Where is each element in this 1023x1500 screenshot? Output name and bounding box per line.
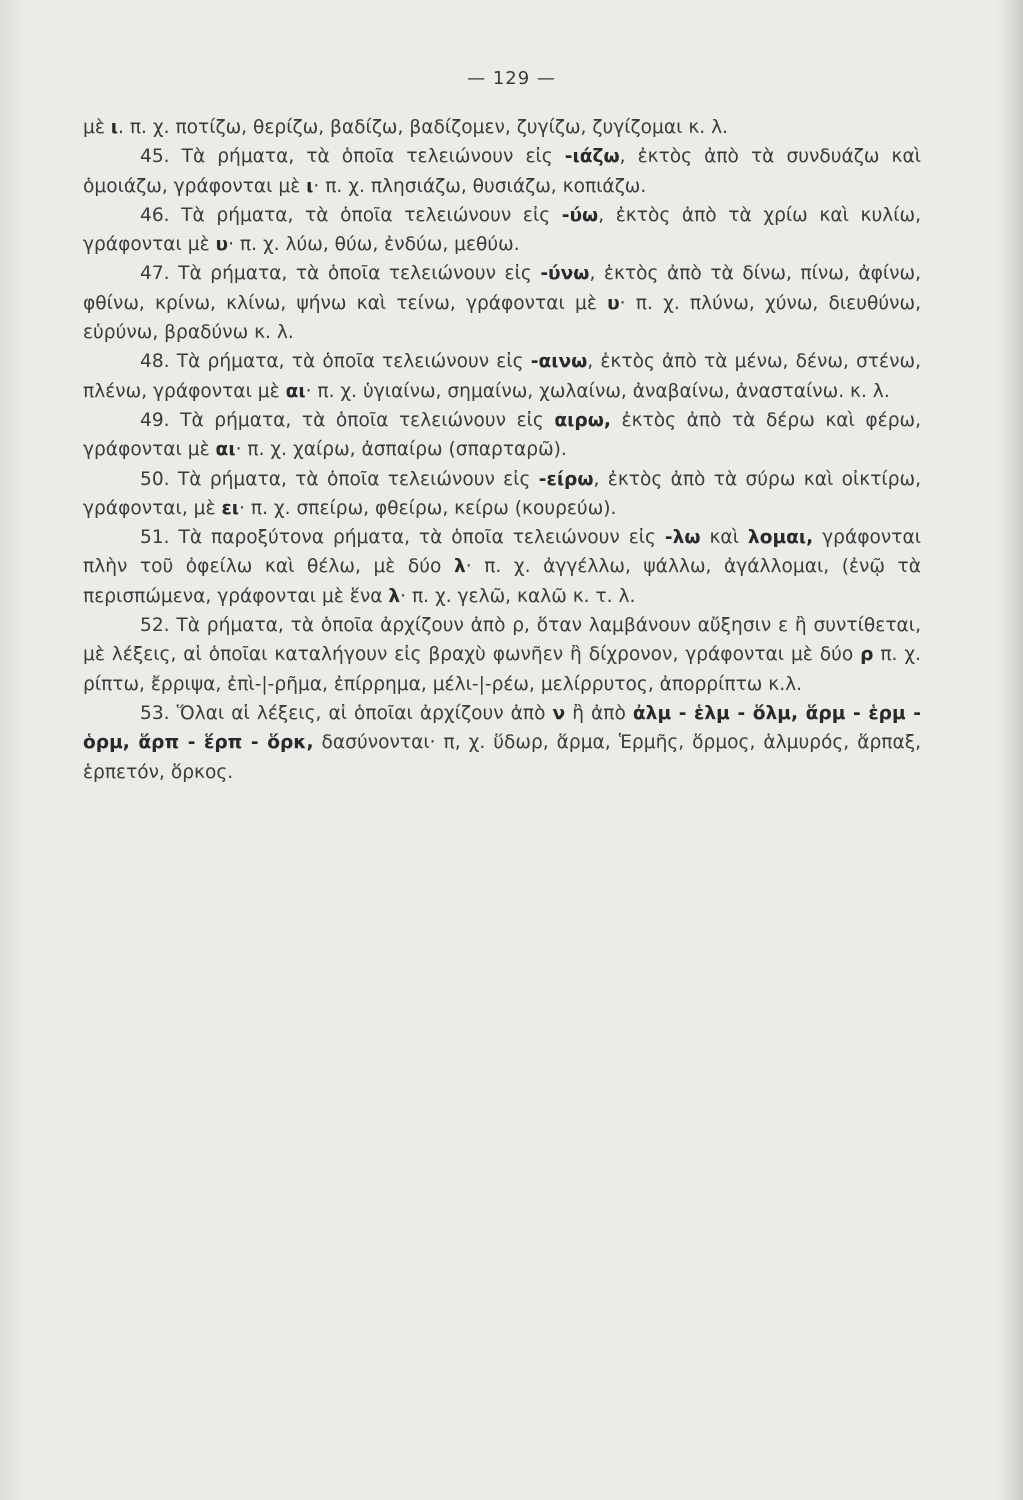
paragraph-p46 — [83, 201, 921, 260]
text-run: 51. Τὰ παροξύτονα ρήματα, τὰ ὁποῖα τελειώνουν εἰς — [140, 527, 665, 549]
paragraph-p47 — [83, 259, 921, 347]
page-edge-shadow — [1001, 0, 1023, 1500]
text-run: · π. χ. ἀγγέλλω, ψάλλω, ἀγάλλομαι, (ἐνῷ τὰ περισπώμενα, γράφονται μὲ ἕνα — [83, 556, 921, 607]
text-run: καὶ — [700, 527, 748, 549]
bold-term: -αινω — [530, 351, 588, 373]
text-run: · π. χ. χαίρω, ἀσπαίρω (σπαρταρῶ). — [235, 439, 567, 461]
paragraph-p48 — [83, 347, 921, 406]
paragraph-p50 — [83, 465, 921, 524]
paragraph-p49 — [83, 406, 921, 465]
paragraph-p44-end — [83, 113, 921, 142]
text-run: · π. χ. πλύνω, χύνω, διευθύνω, εὐρύνω, βραδύνω κ. λ. — [83, 292, 921, 344]
bold-term: ἀλμ - ἑλμ - ὅλμ, ἅρμ - ἑρμ - ὁρμ, ἅρπ - ἕρπ - ὅρκ, — [83, 702, 921, 754]
bold-term: ει — [221, 497, 240, 519]
text-run: ἢ ἀπὸ — [565, 702, 633, 724]
text-run: · π. χ. γελῶ, καλῶ κ. τ. λ. — [400, 585, 636, 607]
text-run: , ἐκτὸς ἀπὸ τὰ χρίω καὶ κυλίω, γράφονται μὲ — [83, 204, 921, 256]
bold-term: λ — [388, 585, 401, 607]
bold-term: λ — [453, 556, 466, 578]
text-run: 53. Ὅλαι αἱ λέξεις, αἱ ὁποῖαι ἀρχίζουν ἀπὸ — [140, 702, 553, 724]
text-run: 47. Τὰ ρήματα, τὰ ὁποῖα τελειώνουν εἰς — [140, 263, 541, 285]
bold-term: -είρω — [538, 468, 594, 490]
text-run: ἐκτὸς ἀπὸ τὰ δέρω καὶ φέρω, γράφονται μὲ — [83, 409, 921, 461]
bold-term: υ — [215, 234, 229, 256]
text-run: γράφονται πλὴν τοῦ ὀφείλω καὶ θέλω, μὲ δύο — [83, 527, 921, 578]
text-run: μὲ — [83, 117, 111, 138]
bold-term: -ύνω — [540, 263, 590, 285]
bold-term: ι — [110, 117, 119, 138]
bold-term: ν — [552, 702, 566, 724]
text-run: , ἐκτὸς ἀπὸ τὰ συνδυάζω καὶ ὁμοιάζω, γράφονται μὲ — [83, 146, 921, 197]
paragraph-p51 — [83, 523, 921, 611]
text-run: 45. Τὰ ρήματα, τὰ ὁποῖα τελειώνουν εἰς — [140, 146, 565, 168]
text-run: · π. χ. σπείρω, φθείρω, κείρω (κουρεύω). — [239, 497, 617, 519]
text-run: δασύνονται· π, χ. ὕδωρ, ἅρμα, Ἑρμῆς, ὅρμος, ἁλμυρός, ἅρπαξ, ἑρπετόν, ὅρκος. — [83, 732, 921, 783]
text-run: π. χ. ρίπτω, ἔρριψα, ἐπὶ-|-ρῆμα, ἐπίρρημα, μέλι-|-ρέω, μελίρρυτος, ἀπορρίπτω κ.λ. — [83, 644, 921, 695]
bold-term: -ιάζω — [564, 146, 620, 168]
text-run: . π. χ. ποτίζω, θερίζω, βαδίζω, βαδίζομεν, ζυγίζω, ζυγίζομαι κ. λ. — [118, 117, 729, 138]
text-run: , ἐκτὸς ἀπὸ τὰ μένω, δένω, στένω, πλένω, γράφονται μὲ — [83, 351, 921, 402]
text-run: · π. χ. λύω, θύω, ἐνδύω, μεθύω. — [228, 234, 520, 256]
paragraph-p53 — [83, 699, 921, 787]
page-body-text — [83, 113, 921, 787]
paragraph-p52 — [83, 611, 921, 699]
text-run: · π. χ. πλησιάζω, θυσιάζω, κοπιάζω. — [313, 175, 647, 197]
text-run: 49. Τὰ ρήματα, τὰ ὁποῖα τελειώνουν εἰς — [140, 409, 555, 431]
bold-term: αι — [285, 380, 306, 402]
text-run: 48. Τὰ ρήματα, τὰ ὁποῖα τελειώνουν εἰς — [140, 351, 531, 373]
bold-term: -λω — [664, 527, 701, 549]
page-number: — 129 — — [467, 68, 556, 89]
bold-term: υ — [607, 292, 620, 314]
bold-term: -ύω — [561, 204, 599, 226]
bold-term: αι — [215, 439, 236, 461]
bold-term: λομαι, — [747, 527, 814, 549]
bold-term: αιρω, — [554, 409, 611, 431]
text-run: 46. Τὰ ρήματα, τὰ ὁποῖα τελειώνουν εἰς — [140, 204, 562, 226]
text-run: · π. χ. ὑγιαίνω, σημαίνω, χωλαίνω, ἀναβαίνω, ἀνασταίνω. κ. λ. — [305, 380, 890, 402]
text-run: , ἐκτὸς ἀπὸ τὰ δίνω, πίνω, ἀφίνω, φθίνω, κρίνω, κλίνω, ψήνω καὶ τείνω, γράφονται μὲ — [83, 263, 921, 314]
text-run: 50. Τὰ ρήματα, τὰ ὁποῖα τελειώνουν εἰς — [140, 468, 539, 490]
bold-term: ρ — [860, 644, 874, 666]
text-run: , ἐκτὸς ἀπὸ τὰ σύρω καὶ οἰκτίρω, γράφονται, μὲ — [83, 468, 921, 519]
text-run: 52. Τὰ ρήματα, τὰ ὁποῖα ἀρχίζουν ἀπὸ ρ, ὅταν λαμβάνουν αὔξησιν ε ἢ συντίθεται, μὲ λέξεις, αἱ ὁποῖαι καταλήγουν εἰς βραχὺ φωνῆεν ἢ δίχρονον, γράφονται μὲ δύο — [83, 615, 921, 666]
bold-term: ι — [306, 175, 314, 197]
paragraph-p45 — [83, 142, 921, 201]
